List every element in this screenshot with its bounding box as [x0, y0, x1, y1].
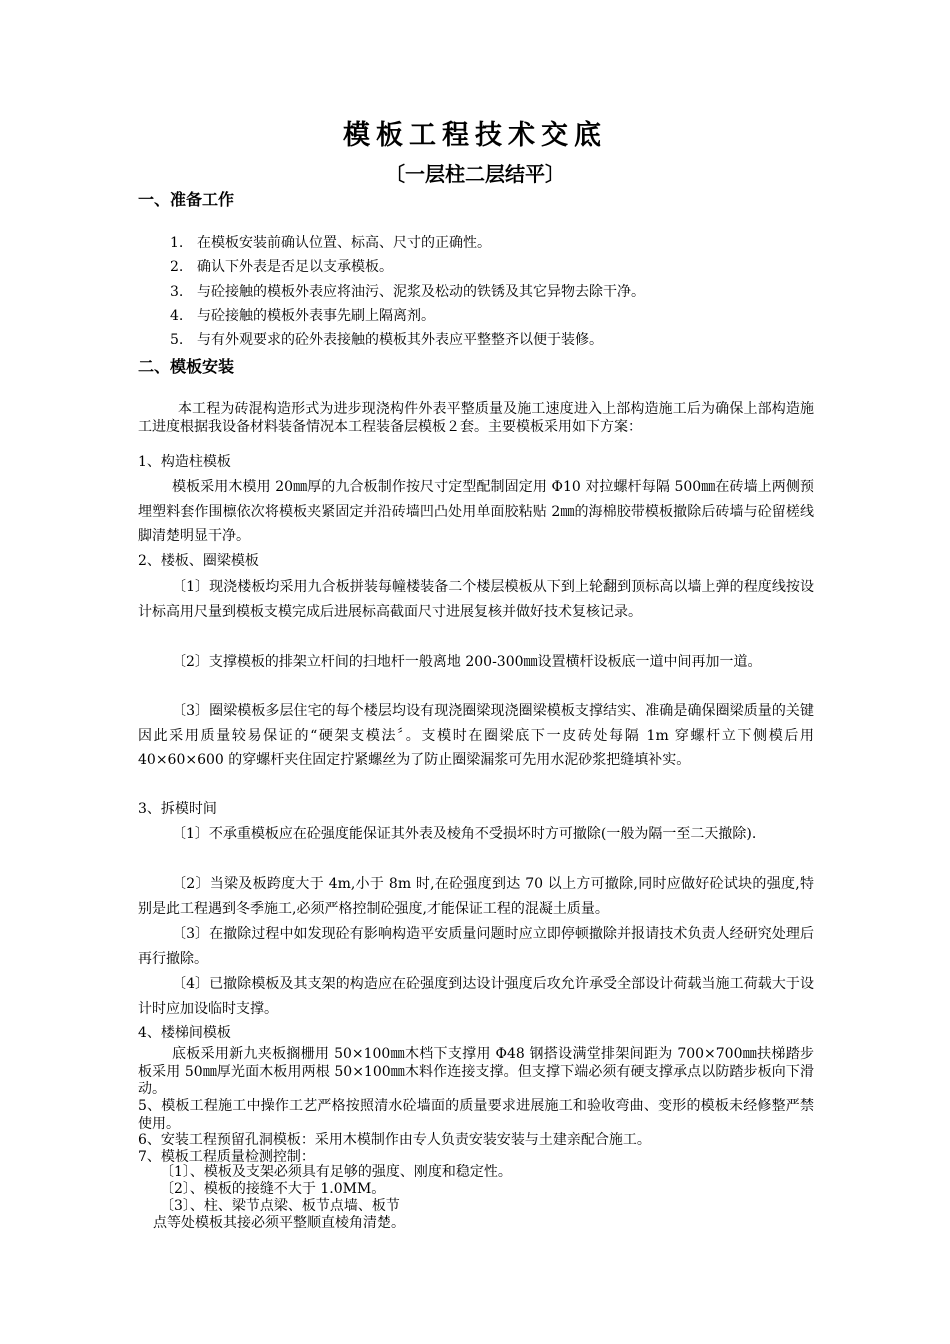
list-item-text: 与有外观要求的砼外表接触的模板其外表应平整整齐以便于装修。: [197, 332, 603, 349]
list-item: [170, 328, 645, 352]
removal-item-1: 〔1〕不承重模板应在砼强度能保证其外表及棱角不受损坏时方可撤除(一般为隔一至二天撤除).: [172, 826, 757, 842]
stair-formwork-paragraph: 底板采用新九夹板搁栅用 50×100㎜木档下支撑用 Φ48 钢搭设满堂排架间距为 700×700㎜扶梯踏步板采用 50㎜厚光面木板用两根 50×100㎜木料作连接支撑。但支撑下端必须有硬支撑承点以防踏步板向下滑动。: [138, 1046, 814, 1097]
intro-paragraph: 本工程为砖混构造形式为进步现浇构件外表平整质量及施工速度进入上部构造施工后为确保上部构造施工进度根据我设备材料装备情况本工程装备层模板２套。主要模板采用如下方案：: [138, 401, 814, 435]
section-heading-preparation: 一、准备工作: [138, 190, 235, 209]
removal-item-3: 〔3〕在撤除过程中如发现砼有影响构造平安质量问题时应立即停顿撤除并报请技术负责人经研究处理后再行撤除。: [138, 926, 814, 967]
subsection-title-removal-time: 3、拆模时间: [138, 801, 217, 817]
document-subtitle: 〔一层柱二层结平〕: [385, 162, 565, 186]
subsection-title-stair-formwork: 4、楼梯间模板: [138, 1025, 231, 1041]
list-item-number: 3.: [170, 283, 184, 300]
subsection-title-slab-beam: 2、楼板、圈梁模板: [138, 553, 259, 569]
quality-item-3-continuation: 点等处模板其接必须平整顺直棱角清楚。: [153, 1215, 405, 1231]
column-formwork-paragraph: 模板采用木模用 20㎜厚的九合板制作按尺寸定型配制固定用 Φ10 对拉螺杆每隔 500㎜在砖墙上两侧预埋塑料套作围檩依次将模板夹紧固定并沿砖墙凹凸处用单面胶粘贴 2㎜的海棉胶带模板撤除后砖墙与砼留槎线脚清楚明显干净。: [138, 479, 814, 545]
list-item-text: 与砼接触的模板外表事先刷上隔离剂。: [197, 307, 435, 324]
list-item: [170, 255, 645, 279]
operation-process-paragraph: 5、模板工程施工中操作工艺严格按照清水砼墙面的质量要求进展施工和验收弯曲、变形的模板未经修整严禁使用。: [138, 1098, 814, 1132]
slab-beam-item-1: 〔1〕现浇楼板均采用九合板拼装每幢楼装备二个楼层模板从下到上轮翻到顶标高以墙上弹的程度线按设计标高用尺量到模板支模完成后进展标高截面尺寸进展复核并做好技术复核记录。: [138, 579, 814, 620]
quality-item-3: 〔3〕、柱、梁节点梁、板节点墙、板节: [160, 1198, 400, 1214]
list-item-text: 确认下外表是否足以支承模板。: [197, 259, 393, 276]
removal-item-2: 〔2〕当梁及板跨度大于 4m,小于 8m 时,在砼强度到达 70 以上方可撤除,同时应做好砼试块的强度,特别是此工程遇到冬季施工,必须严格控制砼强度,才能保证工程的混凝土质量。: [138, 876, 814, 917]
quality-item-2: 〔2〕、模板的接缝不大于 1.0MM。: [160, 1181, 386, 1197]
list-item-number: 5.: [170, 332, 184, 349]
slab-beam-item-3: 〔3〕圈梁模板多层住宅的每个楼层均设有现浇圈梁现浇圈梁模板支撑结实、准确是确保圈梁质量的关键因此采用质量较易保证的“硬架支模法〞。支模时在圈梁底下一皮砖处每隔 1m 穿螺杆立下侧模后用 40×60×600 的穿螺杆夹住固定拧紧螺丝为了防止圈梁漏浆可先用水泥砂浆把缝填补实。: [138, 703, 814, 769]
list-item: [170, 280, 645, 304]
quality-item-1: 〔1〕、模板及支架必须具有足够的强度、刚度和稳定性。: [160, 1164, 512, 1180]
list-item-text: 与砼接触的模板外表应将油污、泥浆及松动的铁锈及其它异物去除干净。: [197, 283, 645, 300]
list-item-number: 2.: [170, 259, 184, 276]
reserved-hole-paragraph: 6、安装工程预留孔洞模板：采用木模制作由专人负责安装安装与土建亲配合施工。: [138, 1132, 651, 1148]
list-item: [170, 304, 645, 328]
list-item: [170, 231, 645, 255]
removal-item-4: 〔4〕已撤除模板及其支架的构造应在砼强度到达设计强度后攻允许承受全部设计荷载当施工荷载大于设计时应加设临时支撑。: [138, 976, 814, 1017]
subsection-title-column-formwork: 1、构造柱模板: [138, 454, 231, 470]
preparation-list: [170, 231, 645, 352]
list-item-number: 1.: [170, 235, 184, 251]
list-item-text: 在模板安装前确认位置、标高、尺寸的正确性。: [197, 235, 491, 251]
list-item-number: 4.: [170, 307, 184, 324]
slab-beam-item-2: 〔2〕支撑模板的排架立杆间的扫地杆一般离地 200-300㎜设置横杆设板底一道中间再加一道。: [172, 654, 762, 670]
section-heading-installation: 二、模板安装: [138, 357, 235, 376]
document-title: 模板工程技术交底: [343, 120, 607, 151]
quality-control-title: 7、模板工程质量检测控制：: [138, 1149, 315, 1165]
